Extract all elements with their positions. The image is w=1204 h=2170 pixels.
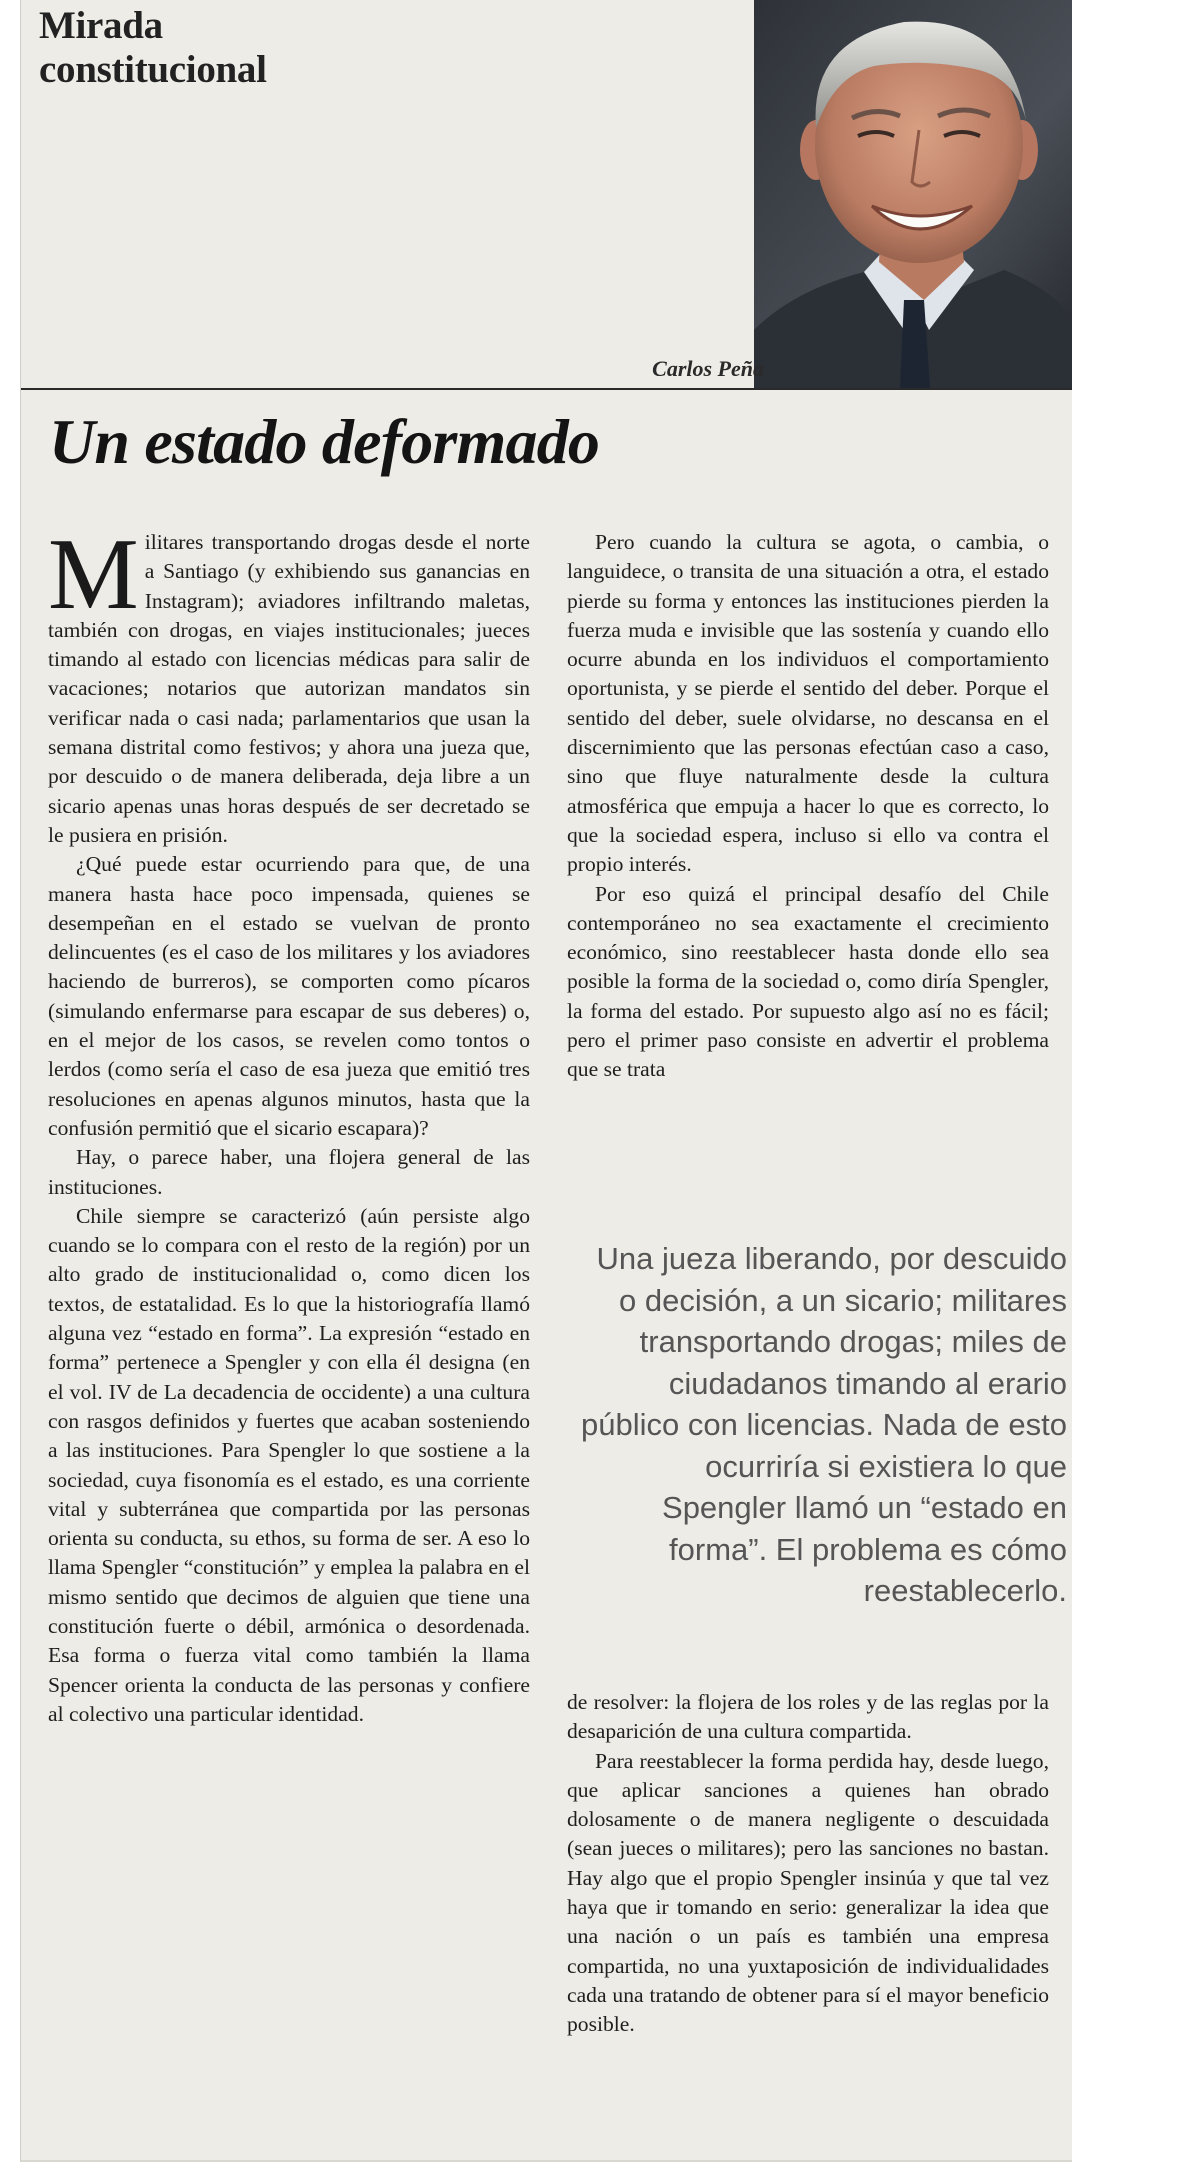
paragraph-7: de resolver: la flojera de los roles y de las reglas por la desaparición de una cultura compartida.	[567, 1690, 1049, 1744]
article-column-right-top	[567, 528, 1049, 1085]
paragraph-2: ¿Qué puede estar ocurriendo para que, de una manera hasta hace poco impensada, quienes se desempeñan en el estado se vuelvan de pronto delincuentes (es el caso de los militares y los aviadores haciendo de burreros), se comporten como pícaros (simulando enfermarse para escapar de sus deberes) o, en el mejor de los casos, se revelen como tontos o lerdos (como sería el caso de esa jueza que emitió tres resoluciones en apenas algunos minutos, hasta que la confusión permitió que el sicario escapara)?	[48, 852, 530, 1140]
drop-cap: M	[48, 518, 139, 631]
section-title: Mirada constitucional	[39, 4, 267, 91]
page-margin	[1072, 0, 1204, 2170]
paragraph-6: Por eso quizá el principal desafío del Chile contemporáneo no sea exactamente el crecimiento económico, sino reestablecer hasta donde ello sea posible la forma de la sociedad o, como diría Spengler, la forma del estado. Por supuesto algo así no es fácil; pero el primer paso consiste en advertir el problema que se trata	[567, 881, 1049, 1082]
article-column-right-bottom	[567, 1688, 1049, 2040]
pull-quote: Una jueza liberando, por descuido o decisión, a un sicario; militares transportando drogas; miles de ciudadanos timando al erario público con licencias. Nada de esto ocurriría si existiera lo que Spengler llamó un “estado en forma”. El problema es cómo reestablecerlo.	[581, 1241, 1067, 1608]
paragraph-5: Pero cuando la cultura se agota, o cambia, o languidece, o transita de una situación a otra, el estado pierde su forma y entonces las instituciones pierden la fuerza muda e invisible que las sostenía y cuando ello ocurre abunda en los individuos el comportamiento oportunista, y se pierde el sentido del deber. Porque el sentido del deber, suele olvidarse, no descansa en el discernimiento que las personas efectúan caso a caso, sino que fluye naturalmente desde la cultura atmosférica que empuja a hacer lo que es correcto, lo que la sociedad espera, incluso si ello va contra el propio interés.	[567, 530, 1049, 877]
article-headline: Un estado deformado	[49, 406, 600, 477]
newspaper-clipping	[20, 0, 1072, 2162]
author-photo	[754, 0, 1073, 388]
paragraph-1: Militares transportando drogas desde el norte a Santiago (y exhibiendo sus ganancias en Instagram); aviadores infiltrando maletas, también con drogas, en viajes institucionales; jueces timando al estado con licencias médicas para salir de vacaciones; notarios que autorizan mandatos sin verificar nada o casi nada; parlamentarios que usan la semana distrital como festivos; y ahora una jueza que, por descuido o de manera deliberada, deja libre a un sicario apenas unas horas después de ser decretado se le pusiera en prisión.	[48, 518, 530, 847]
paragraph-4: Chile siempre se caracterizó (aún persiste algo cuando se lo compara con el resto de la región) por un alto grado de institucionalidad o, como dicen los textos, de estatalidad. Es lo que la historiografía llamó alguna vez “estado en forma”. La expresión “estado en forma” pertenece a Spengler y con ella él designa (en el vol. IV de La decadencia de occidente) a una cultura con rasgos definidos y fuertes que acaban sosteniendo a las instituciones. Para Spengler lo que sostiene a la sociedad, cuya fisonomía es el estado, es una corriente vital y subterránea que compartida por las personas orienta su conducta, su ethos, su forma de ser. A eso lo llama Spengler “constitución” y emplea la palabra en el mismo sentido que decimos de alguien que tiene una constitución fuerte o débil, armónica o desordenada. Esa forma o fuerza vital como también la llama Spencer orienta la conducta de las personas y confiere al colectivo una particular identidad.	[48, 1203, 530, 1726]
paragraph-8: Para reestablecer la forma perdida hay, desde luego, que aplicar sanciones a quienes han obrado dolosamente o de manera negligente o descuidada (sean jueces o militares); pero las sanciones no bastan. Hay algo que el propio Spengler insinúa y que tal vez haya que ir tomando en serio: generalizar la idea que una nación o un país es también una empresa compartida, no una yuxtaposición de individualidades cada una tratando de obtener para sí el mayor beneficio posible.	[567, 1748, 1049, 2037]
article-column-left	[48, 518, 530, 1729]
author-byline: Carlos Peña	[652, 356, 764, 381]
header-divider	[21, 388, 1073, 390]
paragraph-3: Hay, o parece haber, una flojera general de las instituciones.	[48, 1145, 530, 1199]
